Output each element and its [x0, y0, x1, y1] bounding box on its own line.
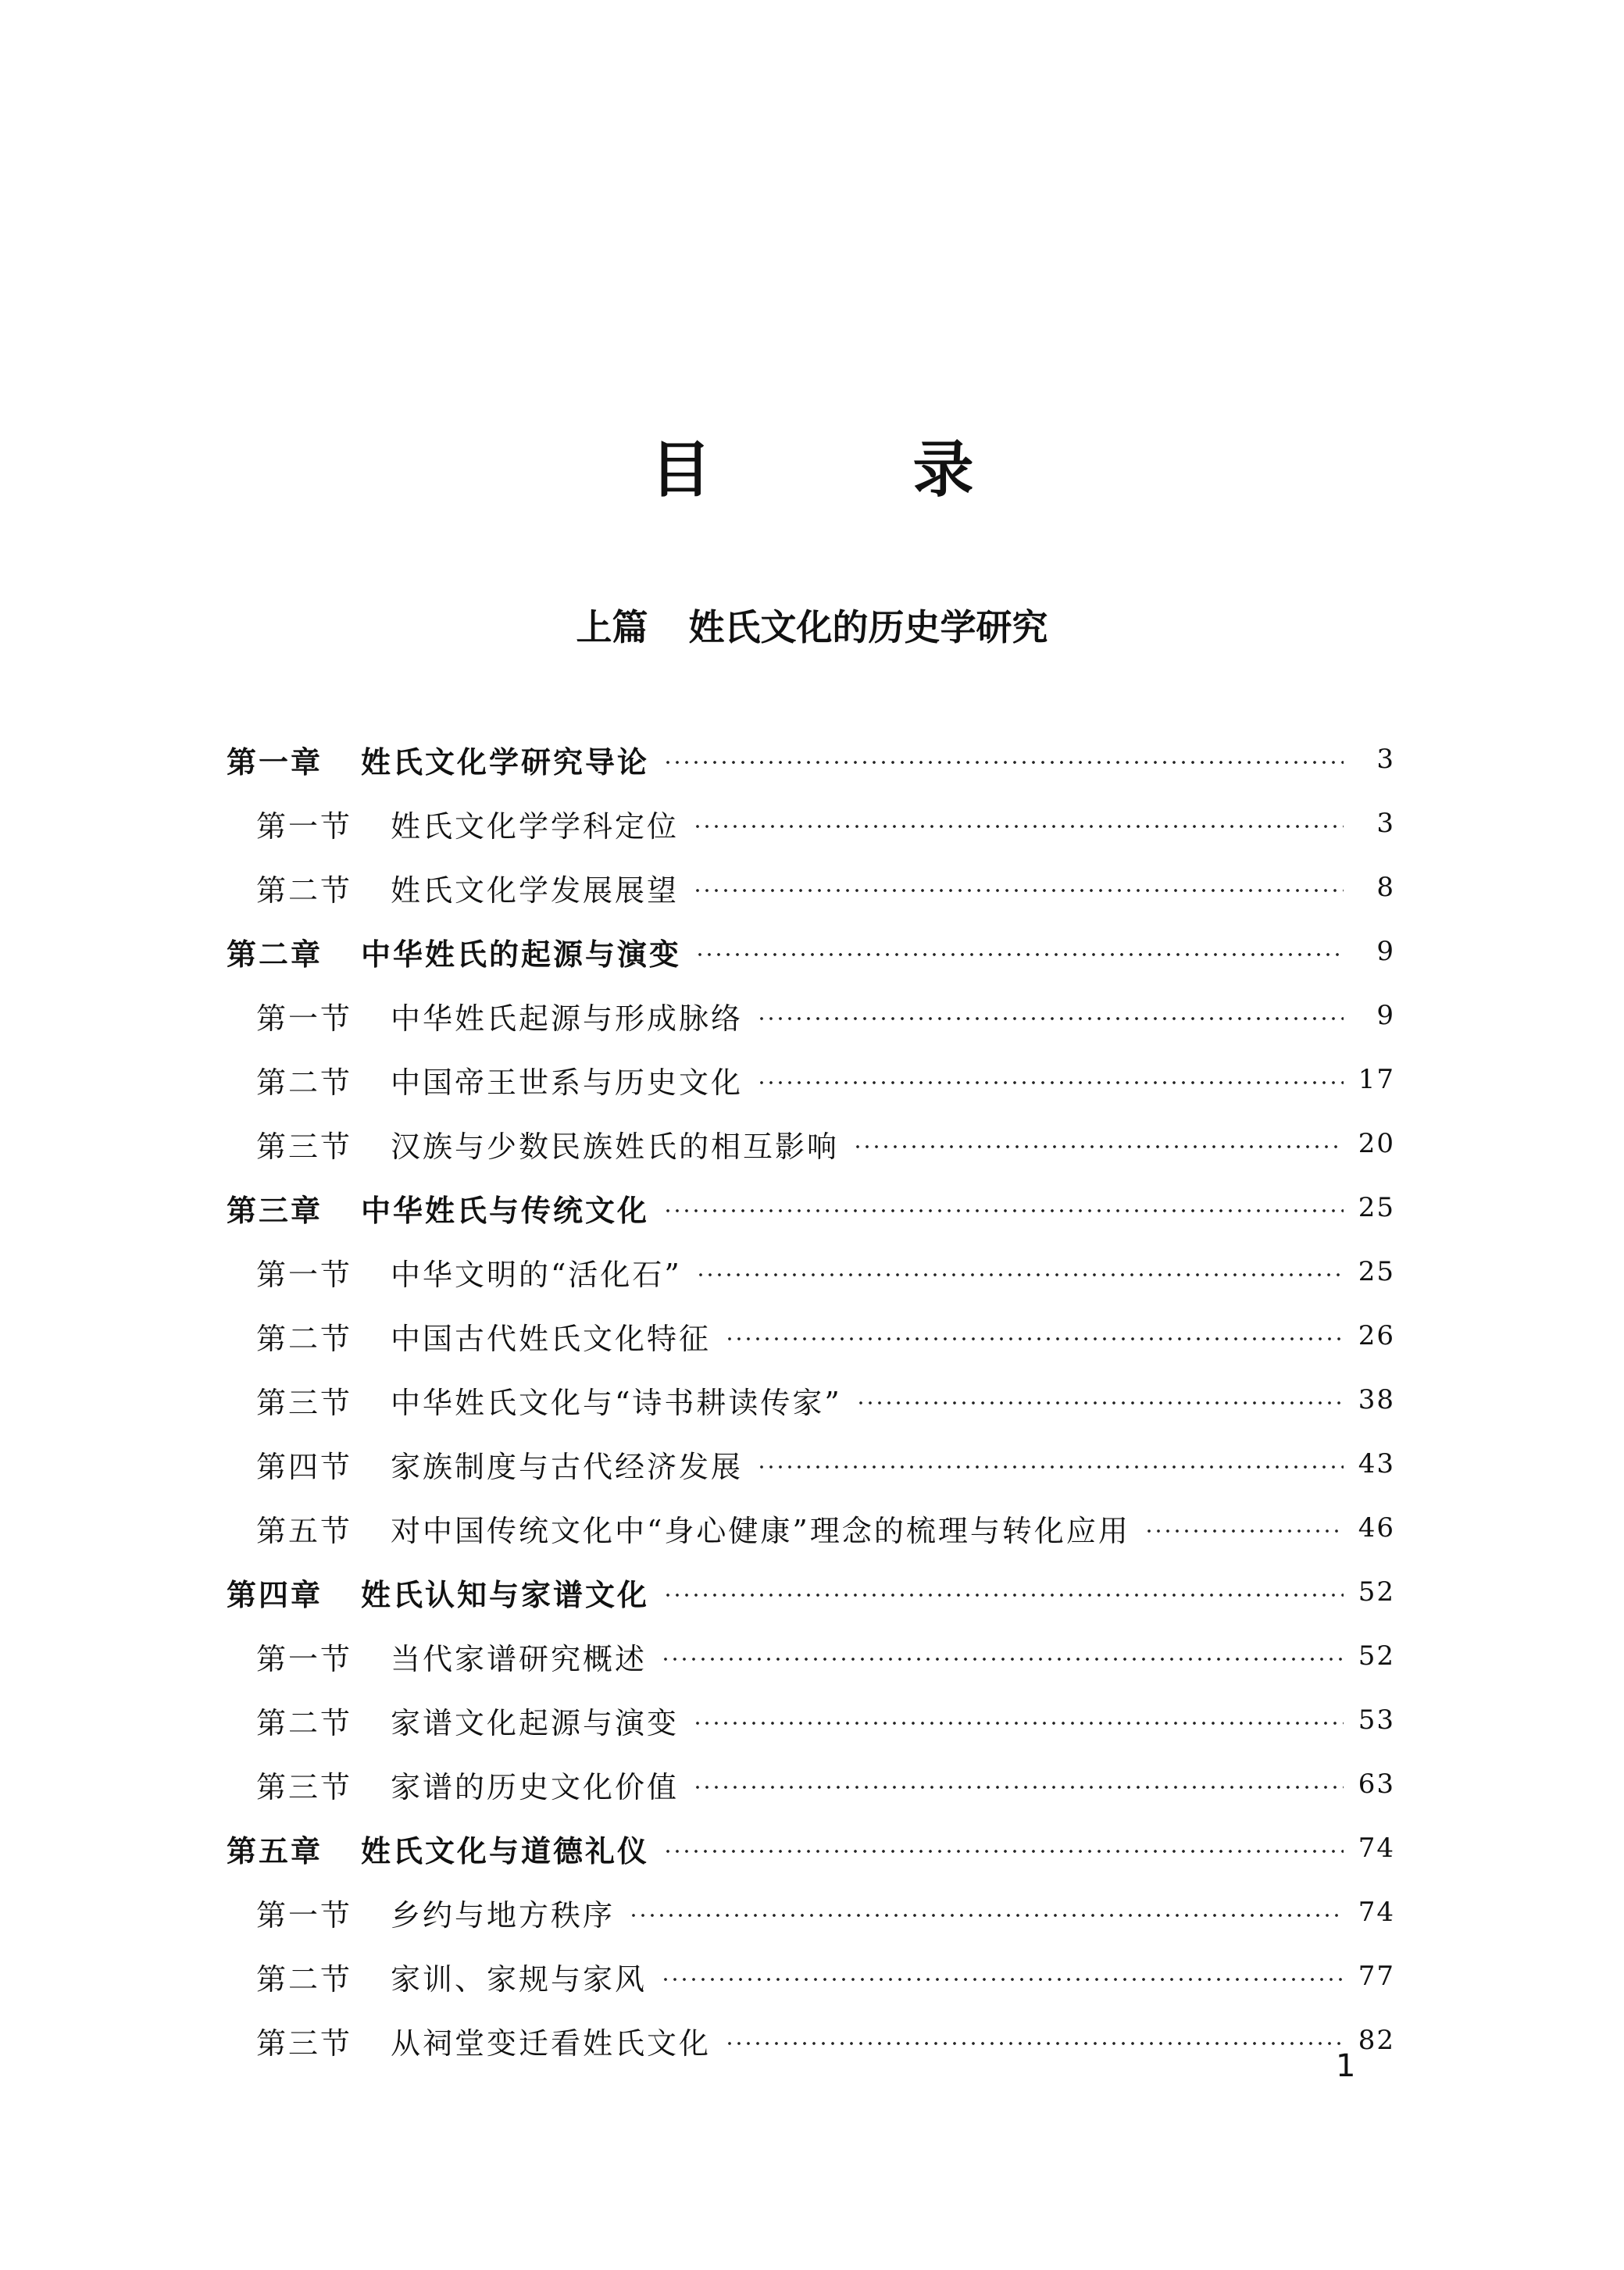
entry-label: 第二章: [227, 937, 323, 972]
toc-section-entry[interactable]: [227, 1880, 1395, 1944]
entry-page-number: 3: [1376, 744, 1395, 775]
entry-page-number: 74: [1358, 1833, 1395, 1864]
entry-title: 当代家谱研究概述: [391, 1641, 648, 1676]
dot-leader: [856, 1401, 1344, 1404]
dot-leader: [663, 1850, 1344, 1853]
dot-leader: [725, 2042, 1344, 2045]
toc-section-entry[interactable]: [227, 1304, 1395, 1368]
entry-label: 第三节: [256, 1385, 353, 1420]
entry-page-number: 3: [1376, 808, 1395, 839]
dot-leader: [757, 1081, 1344, 1084]
entry-title: 乡约与地方秩序: [391, 1897, 616, 1933]
page-number: 1: [1336, 2048, 1356, 2084]
entry-title: 家谱文化起源与演变: [391, 1705, 680, 1740]
entry-label: 第二节: [256, 873, 353, 908]
dot-leader: [693, 825, 1344, 828]
toc-section-entry[interactable]: [227, 983, 1395, 1048]
dot-leader: [663, 1209, 1344, 1212]
toc-chapter-entry[interactable]: [227, 1560, 1395, 1624]
entry-page-number: 43: [1358, 1448, 1395, 1479]
entry-label: 第二节: [256, 1321, 353, 1356]
toc-section-entry[interactable]: [227, 2008, 1395, 2072]
entry-label: 第三节: [256, 1129, 353, 1164]
part-heading: [0, 600, 1624, 655]
dot-leader: [693, 889, 1344, 892]
entry-title: 中华姓氏文化与“诗书耕读传家”: [391, 1385, 842, 1420]
toc-section-entry[interactable]: [227, 1112, 1395, 1176]
entry-title: 对中国传统文化中“身心健康”理念的梳理与转化应用: [391, 1513, 1130, 1548]
dot-leader: [725, 1337, 1344, 1340]
entry-title: 中华姓氏的起源与演变: [361, 937, 682, 972]
entry-title: 从祠堂变迁看姓氏文化: [391, 2026, 712, 2061]
toc-section-entry[interactable]: [227, 1496, 1395, 1560]
entry-page-number: 63: [1358, 1769, 1395, 1800]
entry-page-number: 46: [1358, 1512, 1395, 1544]
dot-leader: [663, 761, 1344, 764]
entry-page-number: 9: [1376, 936, 1395, 967]
entry-label: 第三章: [227, 1193, 323, 1228]
entry-title: 姓氏文化学学科定位: [391, 808, 680, 844]
entry-label: 第一章: [227, 744, 323, 780]
toc-chapter-entry[interactable]: [227, 919, 1395, 983]
toc-section-entry[interactable]: [227, 1944, 1395, 2008]
entry-label: 第一节: [256, 1641, 353, 1676]
toc-section-entry[interactable]: [227, 855, 1395, 919]
entry-page-number: 20: [1358, 1128, 1395, 1159]
dot-leader: [661, 1978, 1344, 1981]
entry-title: 家族制度与古代经济发展: [391, 1449, 744, 1484]
entry-label: 第五章: [227, 1833, 323, 1868]
entry-title: 中华姓氏与传统文化: [361, 1193, 650, 1228]
dot-leader: [1144, 1529, 1344, 1533]
page-title: 目 录: [650, 434, 1044, 505]
dot-leader: [757, 1017, 1344, 1020]
entry-title: 中国古代姓氏文化特征: [391, 1321, 712, 1356]
entry-page-number: 52: [1358, 1576, 1395, 1608]
table-of-contents: [227, 727, 1395, 2072]
entry-title: 中华姓氏起源与形成脉络: [391, 1001, 744, 1036]
entry-page-number: 38: [1358, 1384, 1395, 1415]
toc-chapter-entry[interactable]: [227, 1176, 1395, 1240]
entry-title: 中国帝王世系与历史文化: [391, 1065, 744, 1100]
toc-section-entry[interactable]: [227, 1048, 1395, 1112]
entry-label: 第一节: [256, 808, 353, 844]
entry-title: 家谱的历史文化价值: [391, 1769, 680, 1804]
entry-title: 姓氏文化学发展展望: [391, 873, 680, 908]
dot-leader: [695, 953, 1344, 956]
toc-section-entry[interactable]: [227, 1432, 1395, 1496]
dot-leader: [757, 1465, 1344, 1469]
entry-page-number: 77: [1358, 1961, 1395, 1992]
entry-title: 姓氏文化学研究导论: [361, 744, 650, 780]
entry-title: 姓氏文化与道德礼仪: [361, 1833, 650, 1868]
dot-leader: [629, 1914, 1344, 1917]
toc-section-entry[interactable]: [227, 791, 1395, 855]
entry-label: 第四节: [256, 1449, 353, 1484]
toc-section-entry[interactable]: [227, 1752, 1395, 1816]
toc-section-entry[interactable]: [227, 1240, 1395, 1304]
entry-label: 第三节: [256, 2026, 353, 2061]
entry-page-number: 26: [1358, 1320, 1395, 1351]
entry-title: 中华文明的“活化石”: [391, 1257, 682, 1292]
dot-leader: [693, 1722, 1344, 1725]
entry-page-number: 74: [1358, 1897, 1395, 1928]
toc-chapter-entry[interactable]: [227, 727, 1395, 791]
entry-page-number: 82: [1358, 2025, 1395, 2056]
part-name: 姓氏文化的历史学研究: [688, 606, 1048, 648]
entry-page-number: 25: [1358, 1192, 1395, 1223]
entry-title: 姓氏认知与家谱文化: [361, 1577, 650, 1612]
toc-section-entry[interactable]: [227, 1624, 1395, 1688]
entry-label: 第五节: [256, 1513, 353, 1548]
dot-leader: [663, 1594, 1344, 1597]
dot-leader: [696, 1273, 1344, 1276]
entry-page-number: 8: [1376, 872, 1395, 903]
entry-page-number: 9: [1376, 1000, 1395, 1031]
entry-page-number: 17: [1358, 1064, 1395, 1095]
entry-label: 第二节: [256, 1065, 353, 1100]
entry-label: 第一节: [256, 1001, 353, 1036]
entry-label: 第三节: [256, 1769, 353, 1804]
entry-page-number: 25: [1358, 1256, 1395, 1287]
entry-label: 第一节: [256, 1897, 353, 1933]
dot-leader: [853, 1145, 1344, 1148]
dot-leader: [693, 1786, 1344, 1789]
entry-label: 第四章: [227, 1577, 323, 1612]
entry-label: 第二节: [256, 1705, 353, 1740]
entry-page-number: 52: [1358, 1640, 1395, 1672]
part-label: 上篇: [576, 606, 648, 648]
toc-section-entry[interactable]: [227, 1368, 1395, 1432]
entry-page-number: 53: [1358, 1704, 1395, 1736]
entry-title: 汉族与少数民族姓氏的相互影响: [391, 1129, 840, 1164]
entry-label: 第二节: [256, 1961, 353, 1997]
dot-leader: [661, 1658, 1344, 1661]
toc-chapter-entry[interactable]: [227, 1816, 1395, 1880]
toc-section-entry[interactable]: [227, 1688, 1395, 1752]
entry-label: 第一节: [256, 1257, 353, 1292]
entry-title: 家训、家规与家风: [391, 1961, 648, 1997]
